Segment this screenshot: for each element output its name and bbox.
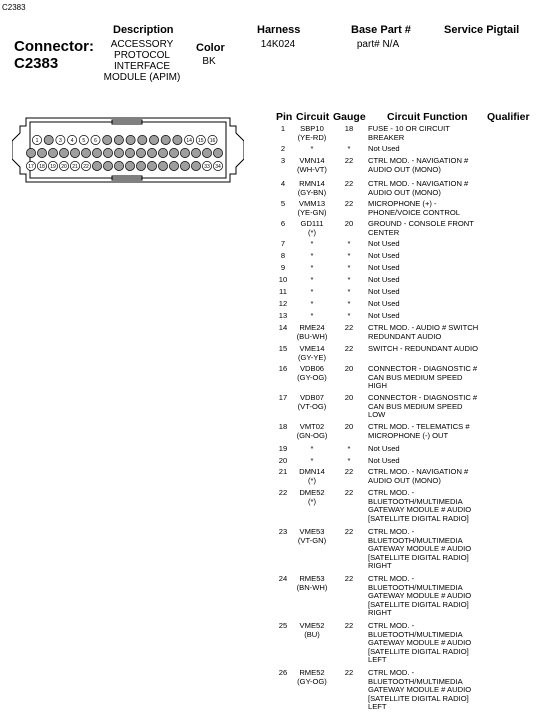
pin-cavity: [59, 161, 68, 170]
circuit-code: [292, 288, 332, 297]
circuit-function-line: Not Used: [368, 299, 400, 308]
circuit-function-line: CTRL MOD. -: [368, 527, 415, 536]
pin-number: 6: [280, 219, 286, 228]
pin-number: 15: [278, 344, 288, 353]
circuit-id: VME53: [299, 527, 325, 536]
pin-number: 9: [280, 263, 286, 272]
pin-number: 20: [278, 456, 288, 465]
circuit-code: [292, 457, 332, 466]
pin-number: 24: [278, 574, 288, 583]
circuit-wire-color: (BU-WH): [296, 331, 328, 341]
pin-cavity: [169, 148, 178, 157]
pin-cavity: [48, 148, 57, 157]
pin-cavity: [136, 161, 145, 170]
circuit-id: *: [310, 311, 314, 320]
pin-cavity: [114, 148, 123, 157]
wire-gauge: *: [347, 144, 351, 153]
circuit-id: *: [310, 456, 314, 465]
circuit-code: [292, 445, 332, 454]
circuit-function: [368, 276, 488, 285]
pin-cavity: [147, 161, 156, 170]
wire-gauge: 20: [344, 364, 354, 373]
pin-number: 10: [278, 275, 288, 284]
pin-cavity-label: 15: [198, 138, 204, 144]
circuit-function-line: Not Used: [368, 239, 400, 248]
circuit-code: [292, 264, 332, 273]
wire-gauge: 22: [344, 574, 354, 583]
pin-cavity-label: 21: [72, 164, 78, 170]
pin-cavity-label: 3: [59, 138, 62, 144]
circuit-function: [368, 394, 488, 420]
pin-cavity: [114, 135, 123, 144]
circuit-code: [292, 252, 332, 261]
circuit-code: [292, 528, 332, 545]
circuit-function: [368, 669, 488, 712]
wire-gauge: *: [347, 251, 351, 260]
wire-gauge: *: [347, 444, 351, 453]
circuit-function: [368, 125, 488, 142]
pin-cavity: [169, 161, 178, 170]
circuit-wire-color: (*): [307, 227, 316, 237]
pin-cavity: [213, 148, 222, 157]
circuit-function-line: AUDIO OUT (MONO): [368, 164, 441, 174]
circuit-function: [368, 157, 488, 174]
pin-cavity: [158, 161, 167, 170]
circuit-function-line: CAN BUS MEDIUM SPEED: [368, 401, 463, 411]
pin-cavity: [161, 135, 170, 144]
circuit-function: [368, 575, 488, 618]
pin-cavity: [26, 161, 35, 170]
circuit-id: *: [310, 299, 314, 308]
pin-cavity: [32, 135, 41, 144]
circuit-function-line: CONNECTOR - DIAGNOSTIC #: [368, 393, 478, 402]
circuit-wire-color: (VT-GN): [297, 535, 327, 545]
circuit-code: [292, 394, 332, 411]
wire-gauge: *: [347, 263, 351, 272]
circuit-function-line: LEFT: [368, 655, 387, 665]
circuit-code: [292, 240, 332, 249]
circuit-function-line: Not Used: [368, 263, 400, 272]
circuit-wire-color: (GN-OG): [296, 430, 328, 440]
wire-gauge: 22: [344, 323, 354, 332]
circuit-code: [292, 468, 332, 485]
description-line: PROTOCOL: [114, 50, 170, 61]
col-header-circuit: Circuit: [296, 111, 330, 123]
circuit-code: [292, 669, 332, 686]
circuit-function: [368, 324, 488, 341]
circuit-function: [368, 457, 488, 466]
circuit-function: [368, 423, 488, 440]
circuit-function-line: BLUETOOTH/MULTIMEDIA: [368, 582, 463, 592]
pin-number: 22: [278, 488, 288, 497]
connector-label-line1: Connector:: [14, 38, 94, 55]
wire-gauge: 22: [344, 488, 354, 497]
circuit-function-line: HIGH: [368, 381, 387, 391]
circuit-id: VMM13: [298, 199, 326, 208]
circuit-function: [368, 200, 488, 217]
pin-cavity: [70, 148, 79, 157]
pin-cavity-label: 4: [70, 138, 74, 144]
pin-cavity-label: 33: [204, 164, 210, 170]
col-header-circuit-function: Circuit Function: [387, 111, 468, 123]
circuit-code: [292, 365, 332, 382]
pin-cavity: [147, 148, 156, 157]
pin-cavity: [103, 148, 112, 157]
circuit-function-line: GATEWAY MODULE # AUDIO: [368, 638, 472, 648]
pin-number: 26: [278, 668, 288, 677]
circuit-function: [368, 220, 488, 237]
col-header-gauge: Gauge: [333, 111, 366, 123]
circuit-code: [292, 157, 332, 174]
circuit-function: [368, 145, 488, 154]
pin-cavity: [173, 135, 182, 144]
circuit-function: [368, 252, 488, 261]
pin-number: 3: [280, 156, 286, 165]
wire-gauge: *: [347, 287, 351, 296]
circuit-function: [368, 288, 488, 297]
circuit-function-line: CTRL MOD. - NAVIGATION #: [368, 156, 469, 165]
pin-cavity: [125, 161, 134, 170]
pin-cavity: [103, 135, 112, 144]
circuit-wire-color: (BN-WH): [296, 582, 328, 592]
pin-cavity: [180, 161, 189, 170]
circuit-function: [368, 300, 488, 309]
circuit-function-line: GATEWAY MODULE # AUDIO: [368, 685, 472, 695]
pin-cavity: [202, 161, 211, 170]
wire-gauge: 22: [344, 179, 354, 188]
circuit-function-line: [SATELLITE DIGITAL RADIO]: [368, 693, 469, 703]
pin-cavity: [91, 135, 100, 144]
circuit-function-line: MICROPHONE (+) -: [368, 199, 437, 208]
circuit-code: [292, 324, 332, 341]
description-line: ACCESSORY: [110, 39, 174, 50]
pin-cavity: [37, 148, 46, 157]
circuit-code: [292, 423, 332, 440]
wire-gauge: *: [347, 456, 351, 465]
pin-number: 14: [278, 323, 288, 332]
circuit-function: [368, 345, 488, 354]
circuit-function-line: CTRL MOD. -: [368, 668, 415, 677]
pin-number: 1: [280, 124, 286, 133]
circuit-code: [292, 312, 332, 321]
circuit-function-line: CTRL MOD. - NAVIGATION #: [368, 467, 469, 476]
circuit-code: [292, 220, 332, 237]
circuit-wire-color: (YE-RD): [297, 132, 327, 142]
circuit-function-line: Not Used: [368, 287, 400, 296]
circuit-id: DMN14: [299, 467, 325, 476]
circuit-code: [292, 300, 332, 309]
circuit-function-line: CTRL MOD. -: [368, 621, 415, 630]
circuit-function-line: Not Used: [368, 275, 400, 284]
description-line: INTERFACE: [113, 61, 171, 72]
circuit-code: [292, 180, 332, 197]
circuit-function-line: PHONE/VOICE CONTROL: [368, 207, 460, 217]
circuit-function-line: BLUETOOTH/MULTIMEDIA: [368, 629, 463, 639]
wire-gauge: 22: [344, 156, 354, 165]
pin-cavity-label: 6: [94, 138, 97, 144]
description-header: Description: [113, 24, 174, 36]
pin-cavity: [79, 135, 88, 144]
connector-description: [92, 39, 192, 83]
circuit-id: RME52: [299, 668, 325, 677]
circuit-id: *: [310, 251, 314, 260]
connector-id: C2383: [14, 55, 59, 72]
circuit-function: [368, 528, 488, 571]
connector-label: [14, 38, 94, 72]
wire-gauge: *: [347, 275, 351, 284]
pin-number: 7: [280, 239, 286, 248]
circuit-id: SBP10: [300, 124, 324, 133]
pin-cavity-label: 19: [50, 164, 56, 170]
pin-cavity: [59, 148, 68, 157]
circuit-function-line: GATEWAY MODULE # AUDIO: [368, 505, 472, 515]
wire-gauge: 20: [344, 422, 354, 431]
circuit-function: [368, 445, 488, 454]
circuit-code: [292, 125, 332, 142]
circuit-function-line: Not Used: [368, 456, 400, 465]
pin-cavity: [196, 135, 205, 144]
circuit-id: VME52: [299, 621, 325, 630]
pin-cavity: [44, 135, 53, 144]
pin-cavity-label: 16: [209, 138, 216, 144]
pin-number: 8: [280, 251, 286, 260]
circuit-function-line: LEFT: [368, 702, 387, 712]
pin-cavity-label: 14: [186, 138, 192, 144]
circuit-id: VME14: [299, 344, 325, 353]
circuit-function-line: GATEWAY MODULE # AUDIO: [368, 544, 472, 554]
circuit-wire-color: (VT-OG): [297, 401, 327, 411]
wire-gauge: 20: [344, 393, 354, 402]
circuit-wire-color: (GY-OG): [297, 372, 327, 382]
pin-cavity: [81, 161, 90, 170]
wire-gauge: *: [347, 311, 351, 320]
circuit-function-line: Not Used: [368, 144, 400, 153]
pin-cavity-label: 22: [83, 164, 89, 170]
circuit-function-line: FUSE - 10 OR CIRCUIT: [368, 124, 450, 133]
pin-cavity: [70, 161, 79, 170]
pin-cavity: [48, 161, 57, 170]
circuit-function-line: [SATELLITE DIGITAL RADIO]: [368, 646, 469, 656]
circuit-function-line: [SATELLITE DIGITAL RADIO]: [368, 552, 469, 562]
circuit-function-line: BREAKER: [368, 132, 405, 142]
circuit-function: [368, 180, 488, 197]
circuit-function: [368, 489, 488, 523]
pin-cavity: [103, 161, 112, 170]
page-label: C2383: [2, 3, 26, 12]
circuit-function-line: SWITCH - REDUNDANT AUDIO: [368, 344, 478, 353]
pin-cavity: [136, 148, 145, 157]
pin-number: 2: [280, 144, 286, 153]
circuit-id: VDB06: [299, 364, 325, 373]
circuit-function-line: Not Used: [368, 311, 400, 320]
pin-number: 12: [278, 299, 288, 308]
circuit-id: RME53: [299, 574, 325, 583]
circuit-id: GD111: [300, 219, 324, 228]
service-pigtail-header: Service Pigtail: [444, 24, 520, 36]
circuit-id: *: [310, 444, 314, 453]
description-line: MODULE (APIM): [103, 72, 181, 83]
harness-header: Harness: [257, 24, 301, 36]
wire-gauge: 22: [344, 668, 354, 677]
circuit-id: VMT02: [299, 422, 325, 431]
pin-number: 19: [278, 444, 288, 453]
pin-cavity: [37, 161, 46, 170]
pin-cavities: [26, 135, 222, 170]
circuit-function-line: CTRL MOD. - TELEMATICS #: [368, 422, 470, 431]
circuit-function-line: [SATELLITE DIGITAL RADIO]: [368, 513, 469, 523]
circuit-code: [292, 200, 332, 217]
pin-number: 13: [278, 311, 288, 320]
circuit-function: [368, 622, 488, 665]
circuit-function-line: AUDIO OUT (MONO): [368, 187, 441, 197]
circuit-function-line: REDUNDANT AUDIO: [368, 331, 442, 341]
pin-cavity: [125, 148, 134, 157]
pin-cavity-label: 5: [82, 138, 86, 144]
wire-gauge: *: [347, 239, 351, 248]
circuit-function-line: BLUETOOTH/MULTIMEDIA: [368, 535, 463, 545]
base-part-header: Base Part #: [351, 24, 411, 36]
pin-cavity: [158, 148, 167, 157]
circuit-function-line: MICROPHONE (-) OUT: [368, 430, 449, 440]
pin-cavity: [191, 161, 200, 170]
circuit-id: VDB07: [299, 393, 325, 402]
pin-cavity: [180, 148, 189, 157]
connector-color: BK: [202, 56, 216, 67]
pin-cavity-label: 18: [39, 164, 45, 170]
circuit-function: [368, 240, 488, 249]
pin-number: 11: [279, 287, 287, 296]
pin-cavity: [26, 148, 35, 157]
circuit-wire-color: (GY-BN): [297, 187, 327, 197]
harness-number: 14K024: [260, 39, 296, 50]
pin-number: 16: [278, 364, 288, 373]
pin-cavity: [185, 135, 194, 144]
circuit-code: [292, 575, 332, 592]
circuit-function-line: RIGHT: [368, 561, 392, 571]
circuit-function-line: CENTER: [368, 227, 400, 237]
circuit-wire-color: (YE-GN): [297, 207, 327, 217]
wire-gauge: 22: [344, 344, 354, 353]
pin-cavity: [92, 161, 101, 170]
pin-cavity: [213, 161, 222, 170]
circuit-code: [292, 622, 332, 639]
pin-cavity: [138, 135, 147, 144]
wire-gauge: 22: [344, 527, 354, 536]
circuit-function: [368, 312, 488, 321]
pin-cavity: [191, 148, 200, 157]
pin-cavity-label: 1: [35, 138, 39, 144]
pin-cavity: [68, 135, 77, 144]
pin-number: 25: [278, 621, 288, 630]
col-header-qualifier: Qualifier: [487, 111, 530, 123]
circuit-wire-color: (*): [307, 475, 316, 485]
circuit-function-line: GROUND - CONSOLE FRONT: [368, 219, 474, 228]
circuit-id: *: [310, 275, 314, 284]
circuit-code: [292, 145, 332, 154]
circuit-function-line: CTRL MOD. - AUDIO # SWITCH: [368, 323, 479, 332]
circuit-function: [368, 365, 488, 391]
wire-gauge: 22: [344, 467, 354, 476]
circuit-wire-color: (BU): [304, 629, 320, 639]
circuit-wire-color: (WH-VT): [297, 164, 327, 174]
circuit-function-line: CTRL MOD. - NAVIGATION #: [368, 179, 469, 188]
circuit-function-line: CTRL MOD. -: [368, 574, 415, 583]
circuit-id: *: [310, 144, 314, 153]
pin-cavity: [56, 135, 65, 144]
connector-face-diagram: [12, 117, 244, 183]
circuit-function-line: Not Used: [368, 444, 400, 453]
pin-cavity: [208, 135, 217, 144]
circuit-id: RMN14: [299, 179, 325, 188]
circuit-id: VMN14: [299, 156, 325, 165]
circuit-function-line: LOW: [368, 410, 386, 420]
circuit-code: [292, 345, 332, 362]
pin-number: 18: [278, 422, 288, 431]
col-header-pin: Pin: [276, 111, 293, 123]
circuit-function-line: CAN BUS MEDIUM SPEED: [368, 372, 463, 382]
circuit-function: [368, 468, 488, 485]
base-part-number: part# N/A: [356, 39, 400, 50]
circuit-id: RME24: [299, 323, 325, 332]
pin-number: 21: [278, 467, 288, 476]
circuit-function-line: AUDIO OUT (MONO): [368, 475, 441, 485]
pin-cavity: [81, 148, 90, 157]
wire-gauge: 20: [344, 219, 354, 228]
circuit-id: *: [310, 239, 314, 248]
pin-cavity-label: 17: [28, 164, 34, 170]
circuit-wire-color: (*): [307, 496, 316, 506]
circuit-code: [292, 489, 332, 506]
pin-number: 4: [280, 179, 286, 188]
pin-number: 23: [278, 527, 288, 536]
pin-cavity: [126, 135, 135, 144]
circuit-function-line: GATEWAY MODULE # AUDIO: [368, 591, 472, 601]
circuit-function-line: RIGHT: [368, 608, 392, 618]
wire-gauge: 22: [344, 621, 354, 630]
circuit-id: *: [310, 287, 314, 296]
wire-gauge: 18: [344, 124, 354, 133]
circuit-function: [368, 264, 488, 273]
pin-cavity: [149, 135, 158, 144]
wire-gauge: 22: [344, 199, 354, 208]
circuit-function-line: BLUETOOTH/MULTIMEDIA: [368, 676, 463, 686]
pin-cavity: [92, 148, 101, 157]
pin-cavity-label: 20: [61, 164, 67, 170]
pin-cavity: [202, 148, 211, 157]
circuit-function-line: [SATELLITE DIGITAL RADIO]: [368, 599, 469, 609]
circuit-function-line: CTRL MOD. -: [368, 488, 415, 497]
circuit-code: [292, 276, 332, 285]
color-header: Color: [196, 42, 225, 54]
wire-gauge: *: [347, 299, 351, 308]
circuit-function-line: BLUETOOTH/MULTIMEDIA: [368, 496, 463, 506]
circuit-wire-color: (GY-OG): [297, 676, 327, 686]
circuit-function-line: CONNECTOR - DIAGNOSTIC #: [368, 364, 478, 373]
pin-cavity-label: 34: [215, 164, 221, 170]
circuit-wire-color: (GY-YE): [298, 352, 326, 362]
circuit-function-line: Not Used: [368, 251, 400, 260]
pin-cavity: [114, 161, 123, 170]
pin-number: 17: [278, 393, 288, 402]
circuit-id: *: [310, 263, 314, 272]
circuit-id: DME52: [299, 488, 325, 497]
pin-number: 5: [280, 199, 286, 208]
